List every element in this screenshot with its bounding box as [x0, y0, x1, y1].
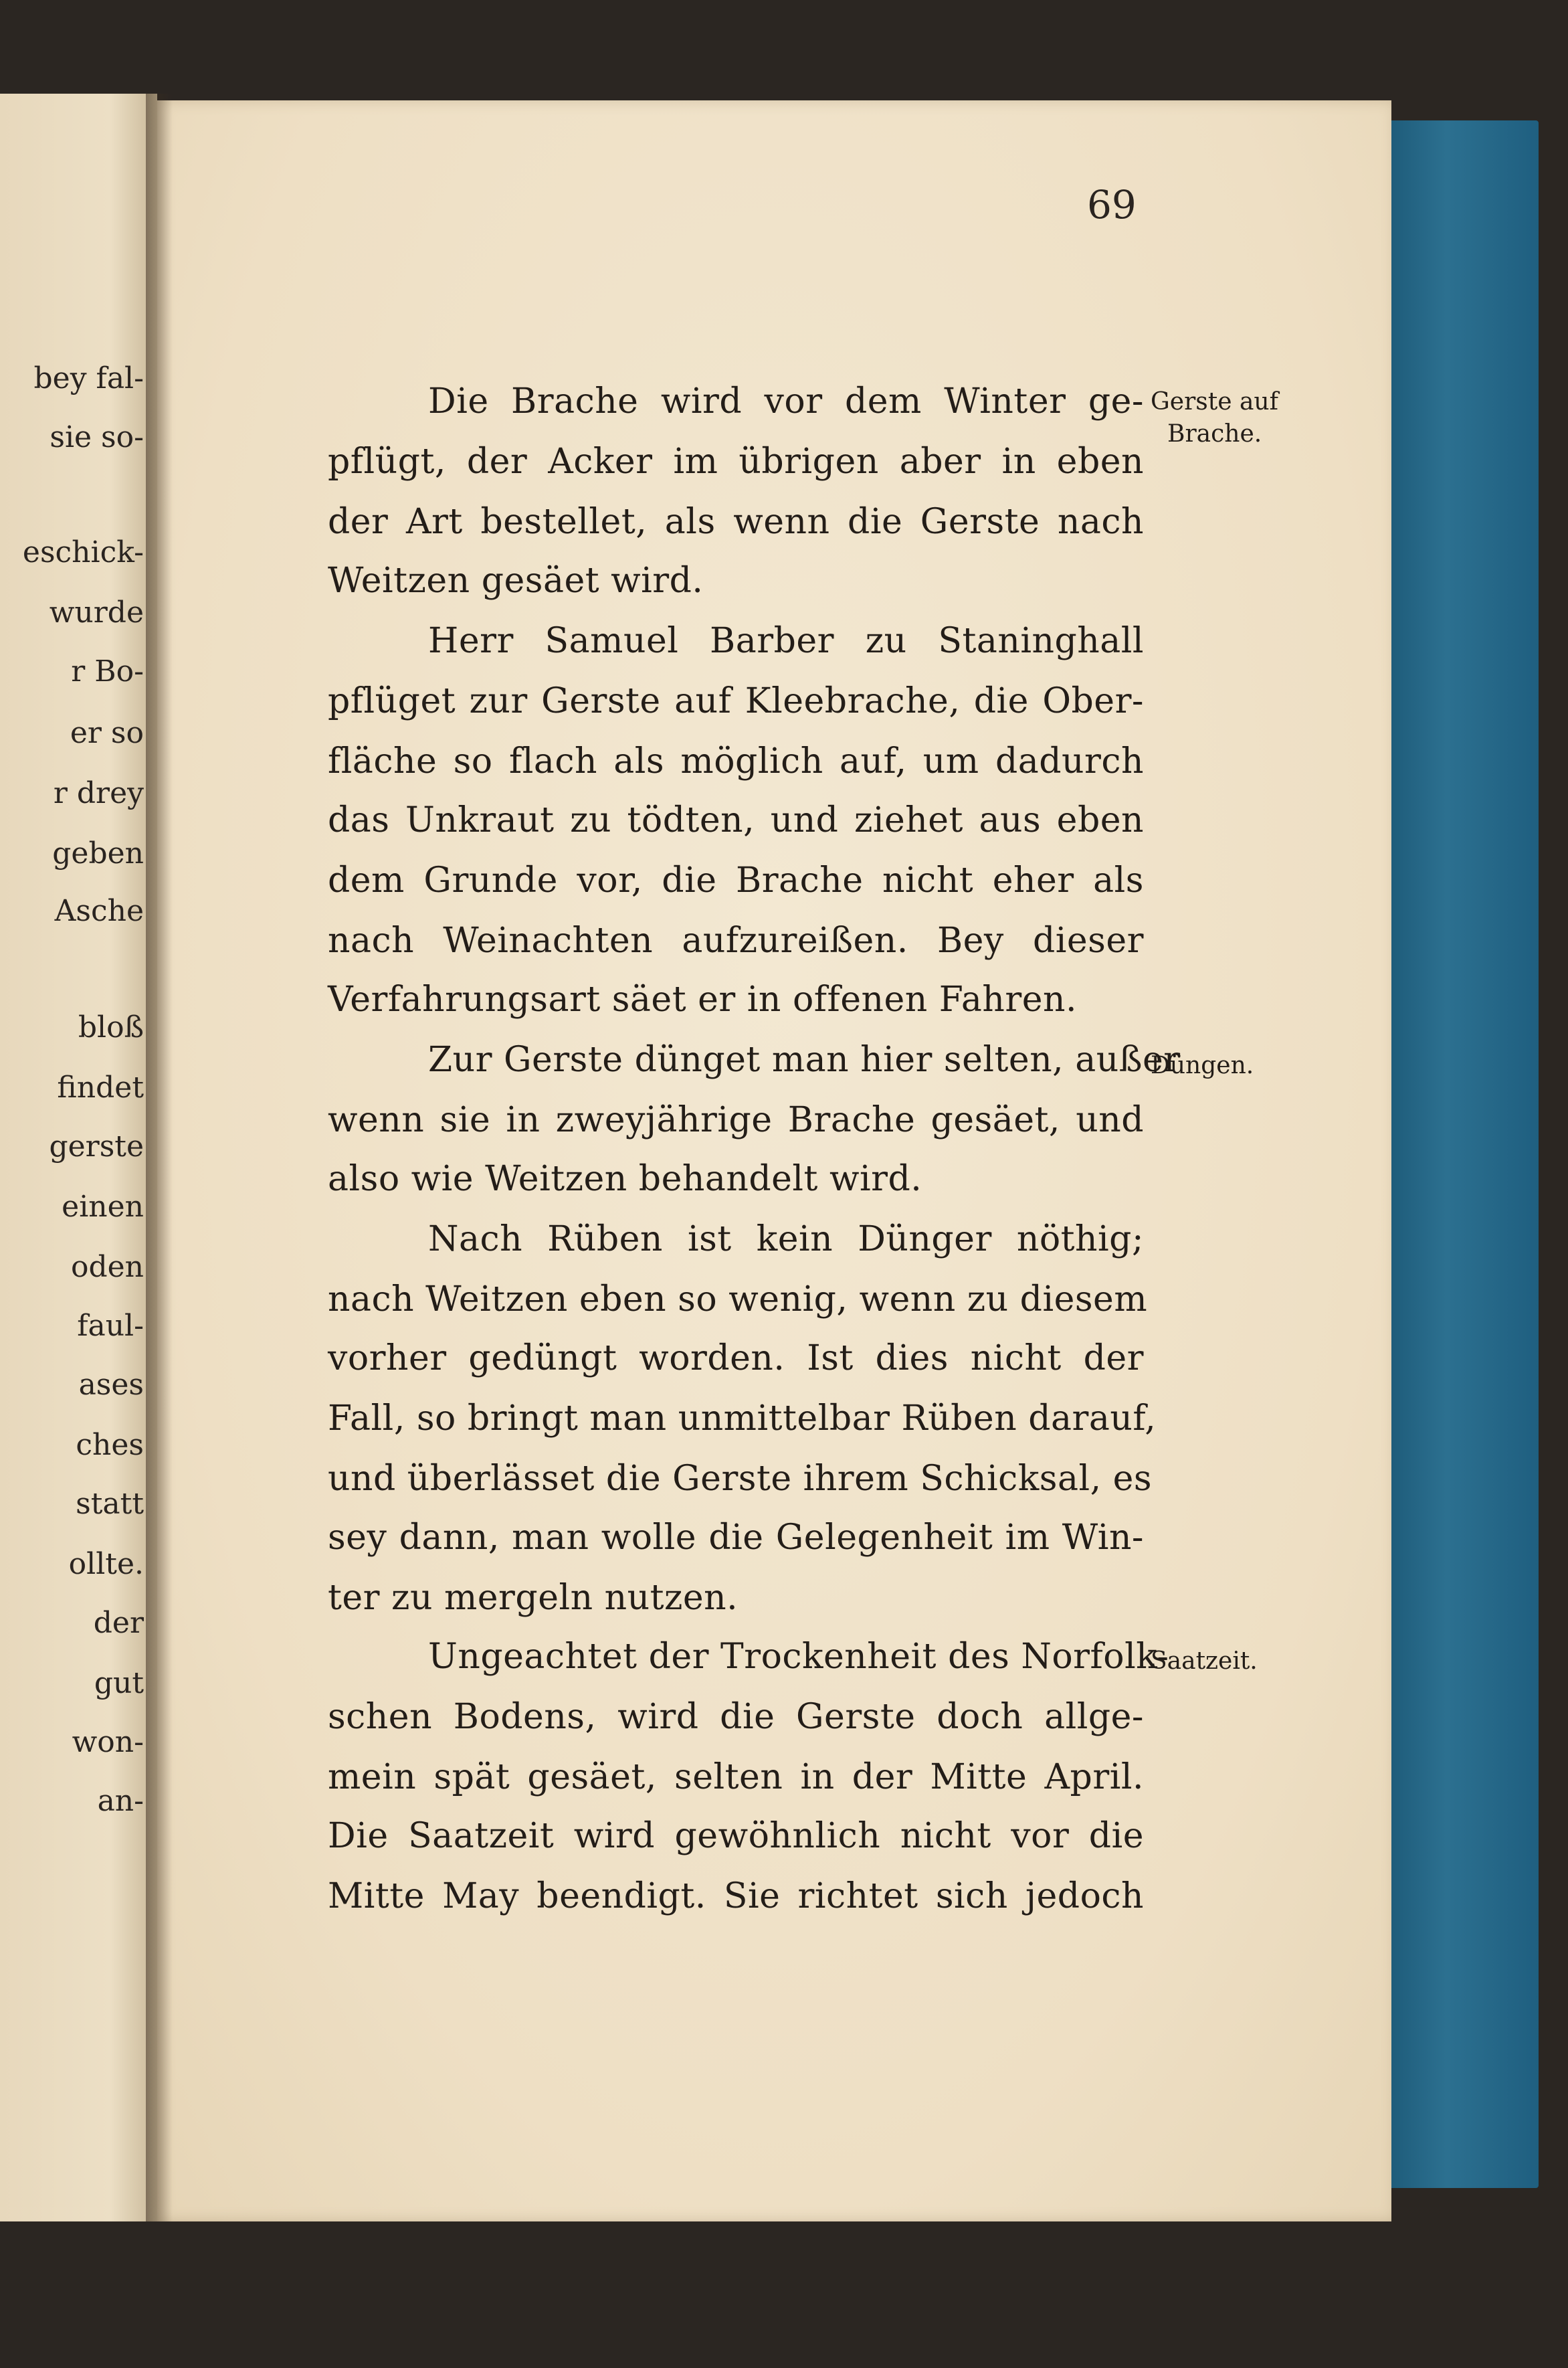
- left-line: r Bo-: [71, 654, 144, 689]
- text-line: vorher gedüngt worden. Ist dies nicht der: [328, 1338, 1144, 1378]
- left-line: der: [93, 1606, 144, 1640]
- left-line: an-: [97, 1784, 144, 1818]
- text-line: ter zu mergeln nutzen.: [328, 1578, 739, 1618]
- left-line: r drey: [53, 776, 144, 810]
- left-line: wurde: [49, 596, 144, 630]
- text-line: pflüget zur Gerste auf Kleebrache, die Ober-: [328, 681, 1144, 721]
- gutter-shadow: [146, 94, 173, 2221]
- left-line: faul-: [77, 1309, 144, 1343]
- left-line: Asche: [54, 894, 144, 928]
- text-line: dem Grunde vor, die Brache nicht eher als: [328, 860, 1144, 901]
- margin-note-gerste: Gerste auf: [1151, 388, 1278, 416]
- text-line: Die Saatzeit wird gewöhnlich nicht vor die: [328, 1816, 1144, 1856]
- left-line: gut: [94, 1666, 144, 1700]
- text-line: fläche so flach als möglich auf, um dadurch: [328, 741, 1144, 782]
- left-line: findet: [57, 1071, 144, 1105]
- left-line: won-: [72, 1725, 144, 1759]
- page-number: 69: [1087, 182, 1137, 227]
- text-line: mein spät gesäet, selten in der Mitte April.: [328, 1757, 1144, 1797]
- left-line: ollte.: [68, 1547, 144, 1581]
- text-line: Nach Rüben ist kein Dünger nöthig;: [428, 1219, 1144, 1259]
- text-line: Ungeachtet der Trockenheit des Norfolk-: [428, 1637, 1169, 1677]
- text-line: und überlässet die Gerste ihrem Schicksal, es: [328, 1459, 1153, 1499]
- left-line: statt: [76, 1487, 144, 1521]
- text-line: nach Weinachten aufzureißen. Bey dieser: [328, 921, 1144, 961]
- text-line: also wie Weitzen behandelt wird.: [328, 1159, 922, 1199]
- text-line: wenn sie in zweyjährige Brache gesäet, und: [328, 1100, 1144, 1140]
- text-line: das Unkraut zu tödten, und ziehet aus eben: [328, 800, 1144, 840]
- text-line: Mitte May beendigt. Sie richtet sich jedoch: [328, 1876, 1144, 1916]
- text-line: Fall, so bringt man unmittelbar Rüben darauf,: [328, 1398, 1157, 1439]
- text-line: der Art bestellet, als wenn die Gerste nach: [328, 502, 1144, 542]
- margin-note-saatzeit: Saatzeit.: [1151, 1647, 1258, 1675]
- left-line: einen: [62, 1190, 144, 1224]
- left-line: bloß: [78, 1010, 144, 1044]
- text-line: nach Weitzen eben so wenig, wenn zu diesem: [328, 1279, 1148, 1319]
- left-line: ases: [78, 1368, 144, 1402]
- text-line: Zur Gerste dünget man hier selten, außer: [428, 1040, 1181, 1080]
- text-line: schen Bodens, wird die Gerste doch allge-: [328, 1697, 1144, 1737]
- book-cover-edge: [1385, 120, 1539, 2188]
- left-line: bey fal-: [33, 361, 144, 395]
- left-line: ches: [76, 1428, 144, 1462]
- left-line: sie so-: [50, 420, 144, 454]
- text-line: pflügt, der Acker im übrigen aber in eben: [328, 442, 1144, 482]
- left-line: gerste: [49, 1129, 144, 1164]
- margin-note-duengen: Düngen.: [1151, 1052, 1254, 1079]
- text-line: Weitzen gesäet wird.: [328, 561, 704, 601]
- left-line: er so: [70, 716, 144, 750]
- left-line: oden: [70, 1250, 144, 1284]
- text-line: sey dann, man wolle die Gelegenheit im Win-: [328, 1518, 1144, 1558]
- text-line: Die Brache wird vor dem Winter ge-: [428, 381, 1144, 422]
- left-line: geben: [52, 836, 144, 871]
- margin-note-brache: Brache.: [1167, 420, 1262, 448]
- left-line: eschick-: [22, 535, 144, 569]
- text-line: Herr Samuel Barber zu Staninghall: [428, 621, 1144, 661]
- text-line: Verfahrungsart säet er in offenen Fahren.: [328, 980, 1077, 1020]
